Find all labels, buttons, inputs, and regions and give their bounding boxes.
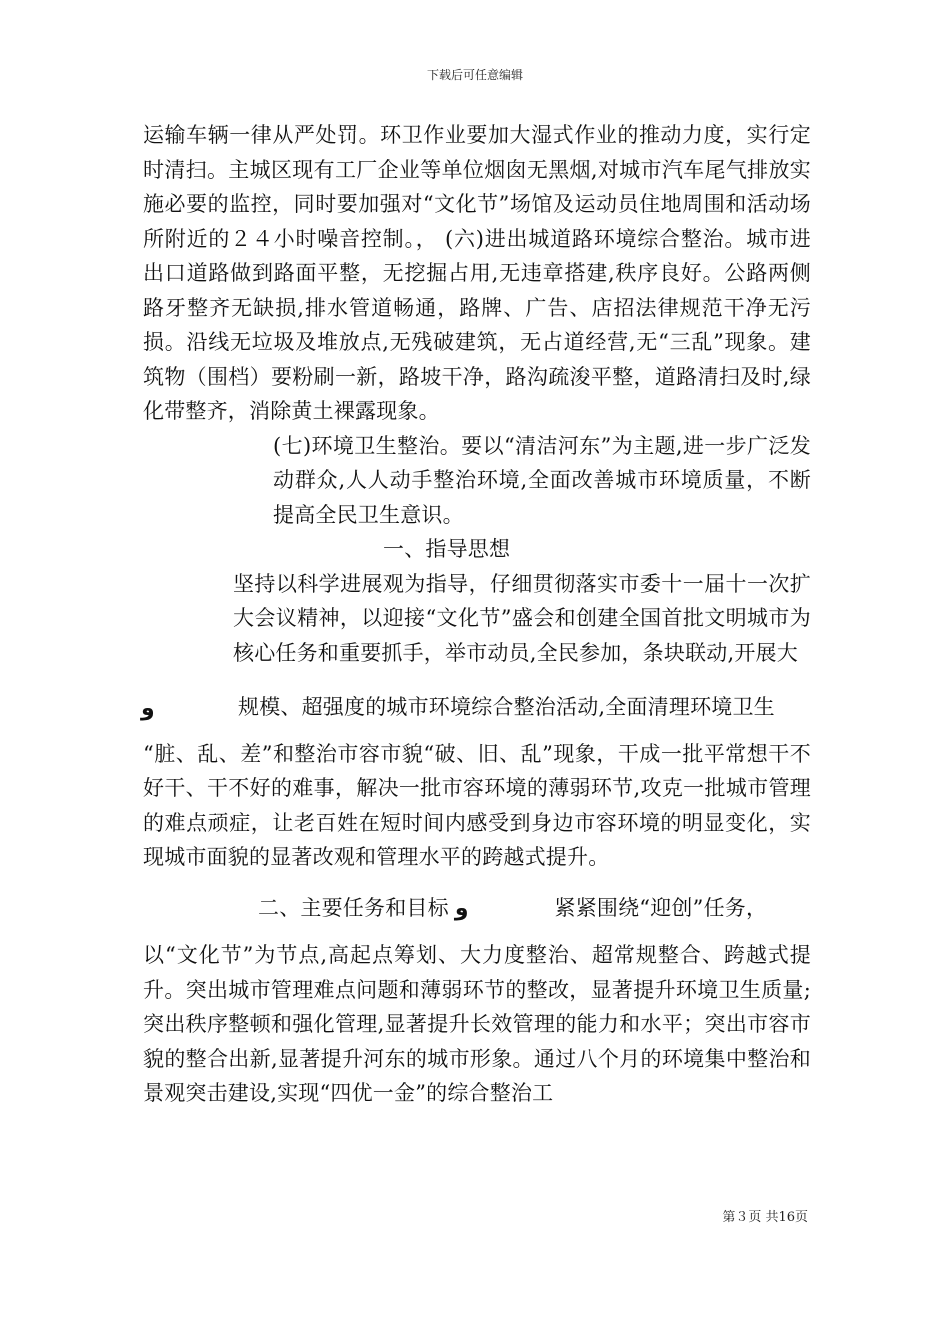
paragraph-1: 运输车辆一律从严处罚。环卫作业要加大湿式作业的推动力度，实行定时清扫。主城区现有工厂企业等单位烟囱无黑烟,对城市汽车尾气排放实施必要的监控，同时要加强对“文化节”场馆及运动员住地周围和活动场所附近的２４小时噪音控制。， (六)进出城道路环境综合整治。城市进出口道路做到路面平整，无挖掘占用,无违章搭建,秩序良好。公路两侧路牙整齐无缺损,排水管道畅通，路牌、广告、店招法律规范干净无污损。沿线无垃圾及堆放点,无残破建筑，无占道经营,无“三乱”现象。建筑物（围档）要粉刷一新，路坡干净，路沟疏浚平整，道路清扫及时,绿化带整齐，消除黄土裸露现象。 — [143, 123, 811, 423]
page-footer: 第３页 共16页 — [722, 1210, 808, 1225]
stray-glyph-1: و — [141, 696, 155, 721]
paragraph-2: (七)环境卫生整治。要以“清洁河东”为主题,进一步广泛发动群众,人人动手整治环境,全面改善城市环境质量，不断提高全民卫生意识。 — [273, 433, 811, 527]
paragraph-5: “脏、乱、差”和整治市容市貌“破、旧、乱”现象，干成一批平常想干不好干、干不好的难事，解决一批市容环境的薄弱环节,攻克一批城市管理的难点顽症，让老百姓在短时间内感受到身边市容环境的明显变化，实现城市面貌的显著改观和管理水平的跨越式提升。 — [143, 741, 811, 869]
paragraph-3: 坚持以科学进展观为指导，仔细贯彻落实市委十一届十一次扩大会议精神，以迎接“文化节”盛会和创建全国首批文明城市为核心任务和重要抓手，举市动员,全民参加，条块联动,开展大 — [233, 571, 811, 665]
section-heading-2-line — [143, 891, 811, 927]
paragraph-4-line: 规模、超强度的城市环境综合整治活动,全面清理环境卫生 — [238, 695, 775, 719]
section-heading-1: 一、指导思想 — [383, 537, 511, 561]
stray-glyph-2: و — [454, 895, 469, 921]
bullet-row-1 — [143, 690, 811, 725]
section-heading-2: 二、主要任务和目标 — [258, 895, 449, 920]
paragraph-6: 以“文化节”为节点,高起点筹划、大力度整治、超常规整合、跨越式提升。突出城市管理难点问题和薄弱环节的整改，显著提升环境卫生质量;突出秩序整顿和强化管理,显著提升长效管理的能力和水平；突出市容市貌的整合出新,显著提升河东的城市形象。通过八个月的环境集中整治和景观突击建设,实现“四优一金”的综合整治工 — [143, 943, 811, 1105]
document-body — [143, 118, 811, 1111]
heading-2-tail: 紧紧围绕“迎创”任务， — [554, 895, 768, 920]
heading-row-2 — [143, 891, 811, 927]
page-header: 下载后可任意编辑 — [426, 68, 523, 82]
